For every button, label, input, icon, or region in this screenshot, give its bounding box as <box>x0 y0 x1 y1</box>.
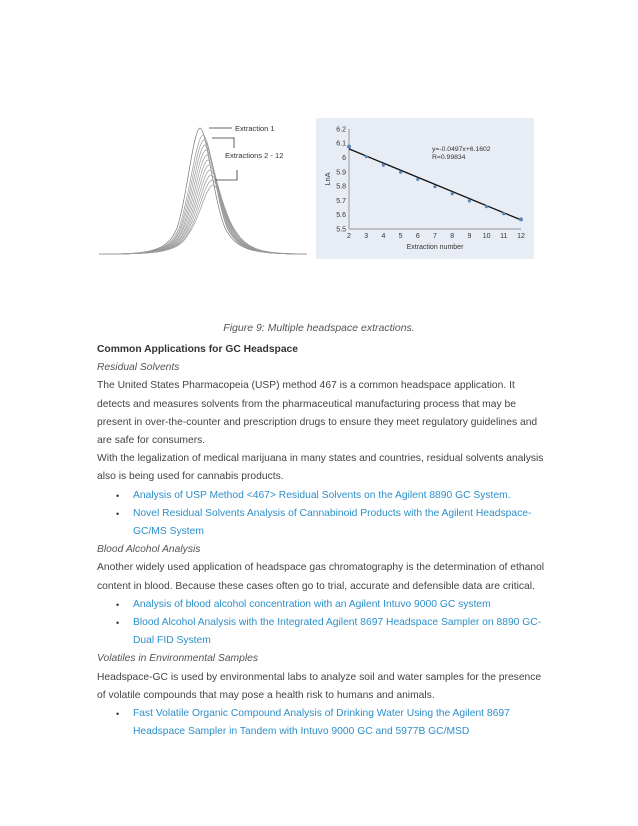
list-item <box>133 614 547 650</box>
x-axis-title: Extraction number <box>406 244 464 251</box>
figure-9 <box>0 0 638 320</box>
y-tick-labels <box>336 126 346 233</box>
section-heading: Common Applications for GC Headspace <box>97 344 299 355</box>
y-axis-title: LnA <box>323 172 332 186</box>
svg-text:2: 2 <box>347 233 351 240</box>
svg-text:7: 7 <box>433 233 437 240</box>
svg-text:5.7: 5.7 <box>336 197 346 205</box>
svg-text:3: 3 <box>364 233 369 240</box>
paragraph: Another widely used application of headspace gas chromatography is the determination of ethanol content in blood. Because these cases often go to trial, accurate and defensible data are critical. <box>97 562 545 592</box>
svg-text:9: 9 <box>467 233 472 240</box>
chromatogram-peaks-image <box>97 118 309 260</box>
figure-caption: Figure 9: Multiple headspace extractions. <box>223 322 415 334</box>
subsection-heading-blood-alcohol: Blood Alcohol Analysis <box>97 544 201 556</box>
svg-text:5: 5 <box>398 233 403 240</box>
link-list-volatiles <box>97 705 547 741</box>
subsection-heading-residual-solvents: Residual Solvents <box>97 362 180 374</box>
list-item <box>133 487 547 505</box>
svg-text:6: 6 <box>342 155 346 162</box>
bracket-top <box>212 138 234 148</box>
link-usp-467[interactable]: Analysis of USP Method <467> Residual Solvents on the Agilent 8890 GC System. <box>133 489 511 501</box>
link-cannabinoid-residual-solvents[interactable]: Novel Residual Solvents Analysis of Cannabinoid Products with the Agilent Headspace-GC/MS System <box>133 507 532 538</box>
svg-text:6: 6 <box>415 233 420 240</box>
svg-text:4: 4 <box>381 233 386 240</box>
article-body <box>97 341 547 741</box>
svg-text:6.1: 6.1 <box>336 140 346 148</box>
link-intuvo-blood-alcohol[interactable]: Analysis of blood alcohol concentration with an Agilent Intuvo 9000 GC system <box>133 598 491 610</box>
extraction-1-label: Extraction 1 <box>235 124 275 133</box>
subsection-heading-volatiles: Volatiles in Environmental Samples <box>97 653 259 665</box>
list-item <box>133 596 547 614</box>
paragraph: The United States Pharmacopeia (USP) method 467 is a common headspace application. It detects and measures solvents from the pharmaceutical manufacturing process that may be present in over-the-counter and prescription drugs to ensure they meet regulatory guidelines and are safe for consumers. <box>97 380 538 447</box>
lna-regression-chart <box>316 118 534 259</box>
svg-text:10: 10 <box>482 233 491 240</box>
svg-text:11: 11 <box>500 233 508 240</box>
fit-r-value: R=0.99834 <box>432 154 466 161</box>
bracket-bottom <box>215 170 237 180</box>
svg-text:5.9: 5.9 <box>336 169 346 177</box>
list-item <box>133 505 547 541</box>
extractions-2-12-label: Extractions 2 - 12 <box>225 151 284 160</box>
svg-text:5.6: 5.6 <box>336 212 346 220</box>
link-list-residual-solvents <box>97 487 547 542</box>
link-8697-blood-alcohol[interactable]: Blood Alcohol Analysis with the Integrated Agilent 8697 Headspace Sampler on 8890 GC-Dual FID System <box>133 617 542 647</box>
svg-text:8: 8 <box>450 233 455 240</box>
svg-text:6.2: 6.2 <box>336 126 346 134</box>
paragraph: Headspace-GC is used by environmental labs to analyze soil and water samples for the presence of volatile compounds that may pose a health risk to humans and animals. <box>97 671 542 701</box>
svg-text:5.5: 5.5 <box>336 226 346 234</box>
link-voc-drinking-water[interactable]: Fast Volatile Organic Compound Analysis of Drinking Water Using the Agilent 8697 Headspace Sampler in Tandem with Intuvo 9000 GC and 5977B GC/MSD <box>133 708 510 738</box>
list-item <box>133 705 547 741</box>
svg-text:5.8: 5.8 <box>336 183 346 191</box>
paragraph: With the legalization of medical marijuana in many states and countries, residual solvents analysis also is being used for cannabis products. <box>97 453 544 483</box>
link-list-blood-alcohol <box>97 596 547 651</box>
fit-equation: y=-0.0497x+6.1602 <box>432 146 491 153</box>
x-tick-labels <box>347 233 525 240</box>
svg-text:12: 12 <box>517 233 525 240</box>
